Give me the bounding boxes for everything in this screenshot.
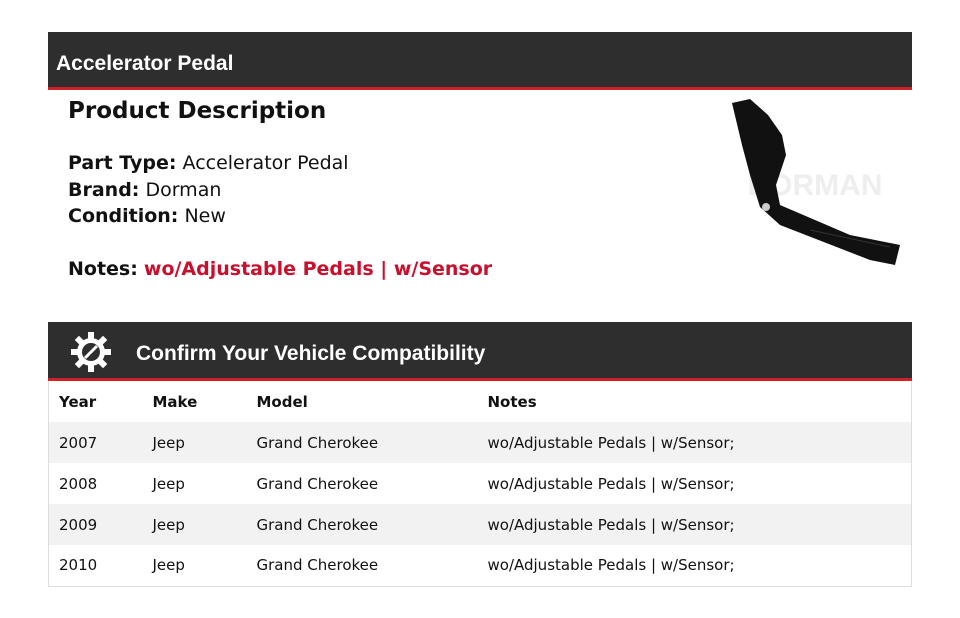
compatibility-header [48,322,912,381]
condition-value: New [184,205,226,227]
column-year: Year [59,392,97,411]
column-notes: Notes [487,392,537,411]
brand-row [68,179,221,201]
cell-year: 2007 [59,433,98,452]
compatibility-table [48,381,912,587]
table-header-row [49,381,912,422]
cell-model: Grand Cherokee [256,556,379,575]
condition-row [68,205,226,227]
table-row [49,463,912,504]
column-make: Make [152,392,198,411]
table-row [49,422,912,463]
cell-make: Jeep [152,433,185,452]
part-type-row [68,152,349,174]
cell-make: Jeep [152,515,185,534]
gear-wrench-icon [70,331,112,373]
cell-model: Grand Cherokee [256,433,379,452]
cell-model: Grand Cherokee [256,474,379,493]
product-image-accelerator-pedal [720,95,910,270]
condition-label: Condition: [68,205,179,227]
cell-make: Jeep [152,474,185,493]
table-row [49,504,912,545]
cell-notes: wo/Adjustable Pedals | w/Sensor; [487,474,735,493]
table-row [49,545,912,586]
brand-value: Dorman [145,179,222,201]
part-type-value: Accelerator Pedal [182,152,349,174]
part-type-label: Part Type: [68,152,177,174]
section-header-title: Accelerator Pedal [48,32,912,90]
compatibility-title: Confirm Your Vehicle Compatibility [136,342,486,365]
svg-text:DORMAN: DORMAN [747,169,883,202]
product-description-heading: Product Description [68,98,327,124]
column-model: Model [256,392,308,411]
cell-year: 2008 [59,474,98,493]
cell-model: Grand Cherokee [256,515,379,534]
cell-notes: wo/Adjustable Pedals | w/Sensor; [487,556,735,575]
cell-notes: wo/Adjustable Pedals | w/Sensor; [487,515,735,534]
cell-make: Jeep [152,556,185,575]
notes-label: Notes: [68,258,138,280]
cell-year: 2009 [59,515,98,534]
notes-value: wo/Adjustable Pedals | w/Sensor [143,258,493,280]
brand-label: Brand: [68,179,140,201]
notes-row [68,258,492,280]
cell-year: 2010 [59,556,98,575]
cell-notes: wo/Adjustable Pedals | w/Sensor; [487,433,735,452]
